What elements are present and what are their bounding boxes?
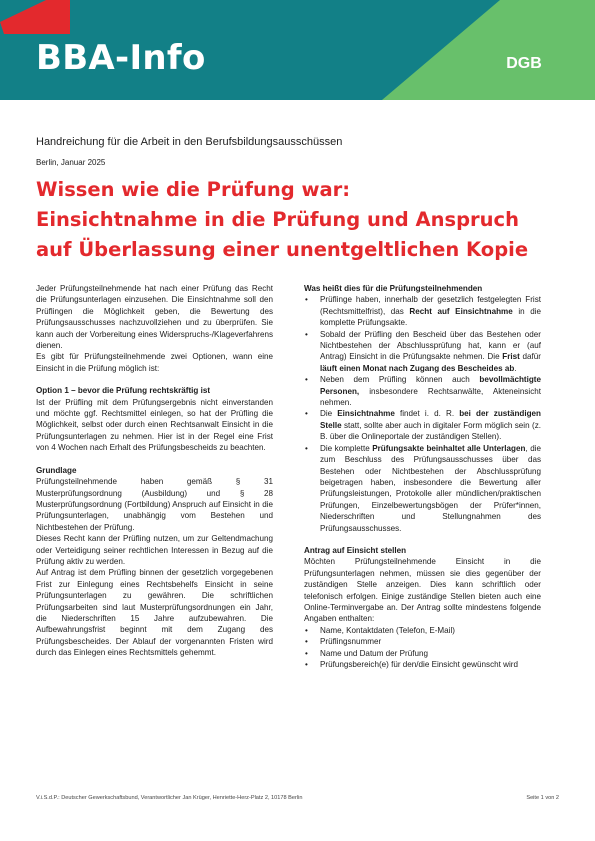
footer-imprint: V.i.S.d.P.: Deutscher Gewerkschaftsbund, Verantwortlicher Jan Krüger, Henriette-Herz-Platz 2, 10178 Berlin bbox=[36, 795, 303, 801]
option-paragraph: Ist der Prüfling mit dem Prüfungsergebnis nicht einverstanden und möchte ggf. Rechtsmittel einlegen, so hat der Prüfling die Möglichkeit, selbst oder durch einen Rechtsanwalt Einsicht in die Prüfungsunterlagen zu nehmen. Hier ist in der Regel eine Frist von 4 Wochen nach Erhalt des Prüfungsbescheids zu beachten. bbox=[36, 397, 273, 453]
document-title bbox=[36, 175, 576, 265]
document-date: Berlin, Januar 2025 bbox=[36, 158, 106, 167]
list-item: • Sobald der Prüfling den Bescheid über das Bestehen oder Nichtbestehen der Abschlussprüfung hat, kann er (auf Antrag) Einsicht in die Prüfungsakte nehmen. Die Frist dafür läuft einen Monat nach Zugang des Bescheides ab. bbox=[305, 329, 542, 373]
right-column bbox=[304, 283, 541, 670]
intro-paragraph: Jeder Prüfungsteilnehmende hat nach einer Prüfung das Recht die Prüfungsunterlagen einzusehen. Die Einsichtnahme soll den Prüflingen die Möglichkeit geben, die Bewertung des Prüfungsausschusses nachzuvollziehen und zu überprüfen. Sie kann auch der Vorbereitung eines Widerspruchs-/Klageverfahrens dienen. bbox=[36, 284, 273, 351]
list-item: • Die Einsichtnahme findet i. d. R. bei der zuständigen Stelle statt, sollte aber auch in digitaler Form möglich sein (z. B. über die Onlineportale der zuständigen Stellen). bbox=[305, 409, 541, 442]
list-item: • Name, Kontaktdaten (Telefon, E-Mail) bbox=[305, 625, 455, 635]
antrag-heading: Antrag auf Einsicht stellen bbox=[304, 545, 407, 555]
bullet-icon: • bbox=[305, 409, 308, 419]
antrag-list bbox=[304, 625, 541, 671]
grundlage-paragraph: Prüfungsteilnehmende haben gemäß § 31 Musterprüfungsordnung (Ausbildung) und § 28 Musterprüfungsordnung (Fortbildung) Anspruch auf Einsicht in die Prüfungsunterlagen, unabhängig vom Bestehen und Nichtbestehen der Prüfung. bbox=[36, 477, 273, 532]
bullet-icon: • bbox=[305, 375, 308, 385]
bullet-icon: • bbox=[305, 329, 308, 339]
left-column bbox=[36, 283, 273, 659]
dgb-logo bbox=[0, 0, 70, 36]
grundlage-heading: Grundlage bbox=[36, 465, 77, 475]
intro-paragraph: Es gibt für Prüfungsteilnehmende zwei Optionen, wann eine Einsicht in die Prüfung möglich ist: bbox=[36, 352, 273, 373]
title-line: Einsichtnahme in die Prüfung und Anspruch bbox=[36, 208, 519, 231]
list-item: • Prüflinge haben, innerhalb der gesetzlich festgelegten Frist (Rechtsmittelfrist), das Recht auf Einsichtnahme in die komplette Prüfungsakte. bbox=[305, 295, 541, 328]
grundlage-paragraph: Auf Antrag ist dem Prüfling binnen der gesetzlich vorgegebenen Frist zur Einlegung eines Rechtsbehelfs Einsicht in seine Prüfungsunterlagen zu gewähren. Die schriftlichen Prüfungsarbeiten sind laut Musterprüfungsordnungen ein Jahr, die Niederschriften 15 Jahre aufzubewahren. Die Aufbewahrungsfrist beginnt mit dem Zugang des Prüfungsbescheides. Der Ablauf der vorgenannten Fristen wird durch das Einlegen eines Rechtsmittels gehemmt. bbox=[36, 568, 273, 658]
bullet-icon: • bbox=[305, 648, 308, 658]
list-item: • Neben dem Prüfling können auch bevollmächtigte Personen, insbesondere Rechtsanwälte, Akteneinsicht nehmen. bbox=[305, 375, 541, 408]
header-banner bbox=[0, 0, 595, 100]
option-heading: Option 1 – bevor die Prüfung rechtskräftig ist bbox=[36, 386, 211, 396]
footer-page-number: Seite 1 von 2 bbox=[526, 795, 559, 801]
antrag-paragraph: Möchten Prüfungsteilnehmende Einsicht in die Prüfungsunterlagen nehmen, müssen sie dies gegenüber der zuständigen Stelle anzeigen. Dies kann schriftlich oder telefonisch erfolgen. Einige zuständige Stellen bieten auch eine Online-Terminvergabe an. Der Antrag sollte mindestens folgende Angaben enthalten: bbox=[304, 557, 541, 624]
brand-title: BBA-Info bbox=[36, 38, 206, 78]
was-list bbox=[304, 294, 541, 534]
grundlage-paragraph: Dieses Recht kann der Prüfling nutzen, um zur Geltendmachung oder Verteidigung seiner rechtlichen Interessen in Bezug auf die Prüfung aktiv zu werden. bbox=[36, 534, 273, 566]
dgb-logo-text: DGB bbox=[506, 55, 542, 72]
list-item: • Name und Datum der Prüfung bbox=[305, 648, 428, 658]
bullet-icon: • bbox=[305, 660, 308, 669]
was-heading: Was heißt dies für die Prüfungsteilnehmenden bbox=[304, 284, 483, 293]
list-item: • Prüfungsbereich(e) für den/die Einsicht gewünscht wird bbox=[305, 660, 518, 669]
title-line: Wissen wie die Prüfung war: bbox=[36, 178, 351, 201]
bullet-icon: • bbox=[305, 295, 308, 305]
bullet-icon: • bbox=[305, 637, 308, 647]
title-line: auf Überlassung einer unentgeltlichen Kopie bbox=[36, 238, 529, 261]
list-item: • Die komplette Prüfungsakte beinhaltet alle Unterlagen, die zum Beschluss des Prüfungsausschusses über das Bestehen oder Nichtbestehen der Abschlussprüfung beigetragen haben, insbesondere die Bewertung aller Prüfungsleistungen, Protokolle aller mündlichen/praktischen Prüfungen, Einzelbewertungsbögen der Prüfer*innen, Niederschriften und Stellungnahmen des Prüfungsausschusses. bbox=[305, 443, 541, 533]
bullet-icon: • bbox=[305, 443, 308, 453]
list-item: • Prüflingsnummer bbox=[305, 637, 382, 647]
document-subtitle: Handreichung für die Arbeit in den Berufsbildungsausschüssen bbox=[36, 136, 343, 148]
bullet-icon: • bbox=[305, 625, 308, 635]
